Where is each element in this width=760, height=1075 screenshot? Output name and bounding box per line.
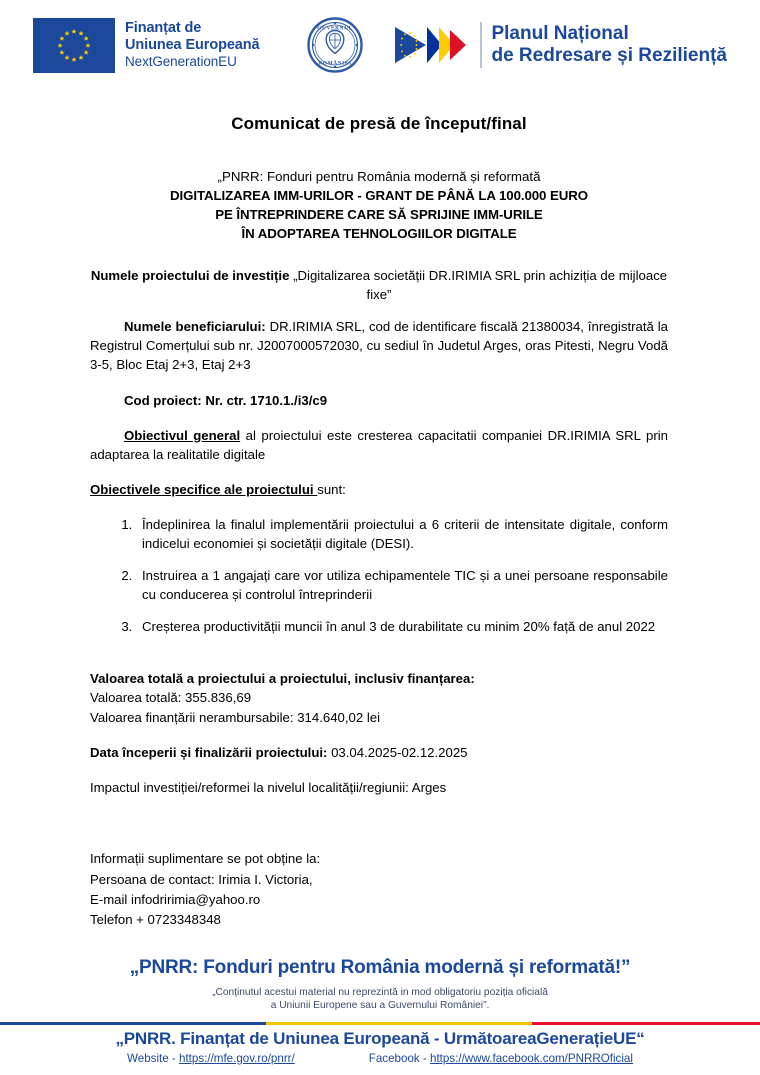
document-body <box>0 114 760 930</box>
pnrr-logo-divider <box>480 22 482 68</box>
footer-slogan: „PNRR: Fonduri pentru România modernă și reformată!” <box>129 956 631 978</box>
project-dates-label: Data începerii și finalizării proiectului: <box>90 744 328 760</box>
list-item: 3. Creșterea productivității muncii în anul 3 de durabilitate cu minim 20% față de anul 2022 <box>136 617 668 636</box>
project-code: Cod proiect: Nr. ctr. 1710.1./i3/c9 <box>124 392 328 408</box>
specific-objectives-suffix: sunt: <box>317 481 346 497</box>
tricolor-yellow-segment <box>266 1022 532 1025</box>
contact-intro: Informații suplimentare se pot obține la: <box>90 851 321 867</box>
project-name-label: Numele proiectului de investiție <box>90 267 290 283</box>
svg-text:ROMÂNIEI: ROMÂNIEI <box>318 60 353 67</box>
eu-logo-line1: Finanțat de <box>125 19 202 36</box>
eu-logo-line3: NextGenerationEU <box>125 54 237 70</box>
beneficiary-label: Numele beneficiarului: <box>124 318 266 334</box>
footer-facebook-label: Facebook - <box>368 1052 430 1065</box>
beneficiary-value: DR.IRIMIA SRL, cod de identificare fiscală 21380034, înregistrată la Registrul Comerțului sub nr. J2007000572030, cu sediul în Judetul Arges, oras Pitesti, Negru Vodă 3-5, Bloc Etaj 2+3, Etaj 2+3 <box>90 318 668 372</box>
guvernul-romaniei-seal-icon <box>307 17 363 73</box>
grant-value-line: Valoarea finanțării nerambursabile: 314.640,02 lei <box>90 710 381 726</box>
footer-facebook-link[interactable]: https://www.facebook.com/PNRROficial <box>430 1052 633 1065</box>
pnrr-logo-text <box>491 23 727 67</box>
page-title: Comunicat de presă de început/final <box>231 114 527 133</box>
beneficiary-paragraph <box>90 317 668 374</box>
page-footer <box>0 957 760 1075</box>
subtitle-call-line2: PE ÎNTREPRINDERE CARE SĂ SPRIJINE IMM-URILE <box>215 206 543 222</box>
project-dates-value: 03.04.2025-02.12.2025 <box>327 744 468 760</box>
pnrr-logo <box>393 21 727 69</box>
financial-values-block <box>90 669 668 798</box>
footer-website-link[interactable]: https://mfe.gov.ro/pnrr/ <box>179 1052 295 1065</box>
project-name-paragraph <box>90 266 668 304</box>
general-objective-value: al proiectului este cresterea capacitatii companiei DR.IRIMIA SRL prin adaptarea la realitatile digitale <box>90 427 668 462</box>
total-value-line: Valoarea totală: 355.836,69 <box>90 690 252 706</box>
eu-stars-circle-icon <box>33 18 115 73</box>
eu-flag-icon <box>33 18 115 73</box>
pnrr-logo-line1: Planul Național <box>491 23 629 45</box>
pnrr-logo-line2: de Redresare și Reziliență <box>491 45 727 66</box>
svg-text:GUVERNUL: GUVERNUL <box>317 25 354 32</box>
total-value-label: Valoarea totală a proiectului a proiectului, inclusiv finanțarea: <box>90 670 475 686</box>
footer-facebook <box>369 1052 633 1065</box>
footer-disclaimer-line2: a Uniunii Europene sau a Guvernului României”. <box>270 1000 490 1012</box>
contact-email: E-mail infodririmia@yahoo.ro <box>90 891 261 907</box>
general-objective-label: Obiectivul general <box>124 427 241 443</box>
subtitle-program-name: „PNRR: Fonduri pentru România modernă și reformată <box>217 169 541 184</box>
list-item: 1. Îndeplinirea la finalul implementării proiectului a 6 criterii de intensitate digitale, conform indicelui economiei și societății digitale (DESI). <box>136 515 668 553</box>
eu-logo-line2: Uniunea Europeană <box>125 37 260 54</box>
subtitle-call-line3: ÎN ADOPTAREA TEHNOLOGIILOR DIGITALE <box>241 225 517 241</box>
eu-logo-text <box>125 20 259 70</box>
tricolor-blue-segment <box>0 1022 266 1025</box>
list-item: 2. Instruirea a 1 angajați care vor utiliza echipamentele TIC și a unei persoane responsabile cu conducerea și controlul întreprinderii <box>136 566 668 604</box>
specific-objectives-label: Obiectivele specifice ale proiectului <box>90 481 318 497</box>
footer-funded-statement: „PNRR. Finanțat de Uniunea Europeană - UrmătoareaGenerațieUE“ <box>115 1029 645 1048</box>
contact-person: Persoana de contact: Irimia I. Victoria, <box>90 871 313 887</box>
specific-objectives-heading <box>90 480 668 499</box>
tricolor-red-segment <box>532 1022 760 1025</box>
footer-links <box>0 1052 760 1075</box>
contact-block <box>90 849 668 929</box>
eu-funding-logo <box>33 18 259 73</box>
pnrr-arrows-icon <box>393 21 471 69</box>
project-name-value: „Digitalizarea societății DR.IRIMIA SRL prin achiziția de mijloace fixe” <box>289 267 668 302</box>
program-subtitle <box>90 168 668 244</box>
impact-line: Impactul investiției/reformei la nivelul localității/regiunii: Arges <box>90 779 447 795</box>
contact-phone: Telefon + 0723348348 <box>90 911 221 927</box>
tricolor-separator <box>0 1022 760 1025</box>
header-logo-bar <box>0 0 760 86</box>
footer-website-label: Website - <box>127 1052 179 1065</box>
subtitle-call-line1: DIGITALIZAREA IMM-URILOR - GRANT DE PÂNĂ LA 100.000 EURO <box>170 187 588 203</box>
footer-disclaimer <box>0 986 760 1013</box>
project-dates <box>90 743 668 763</box>
footer-disclaimer-line1: „Conținutul acestui material nu reprezintă in mod obligatoriu poziția oficială <box>212 986 548 998</box>
general-objective-paragraph <box>90 426 668 464</box>
footer-website <box>127 1052 295 1065</box>
objectives-list <box>90 515 668 636</box>
